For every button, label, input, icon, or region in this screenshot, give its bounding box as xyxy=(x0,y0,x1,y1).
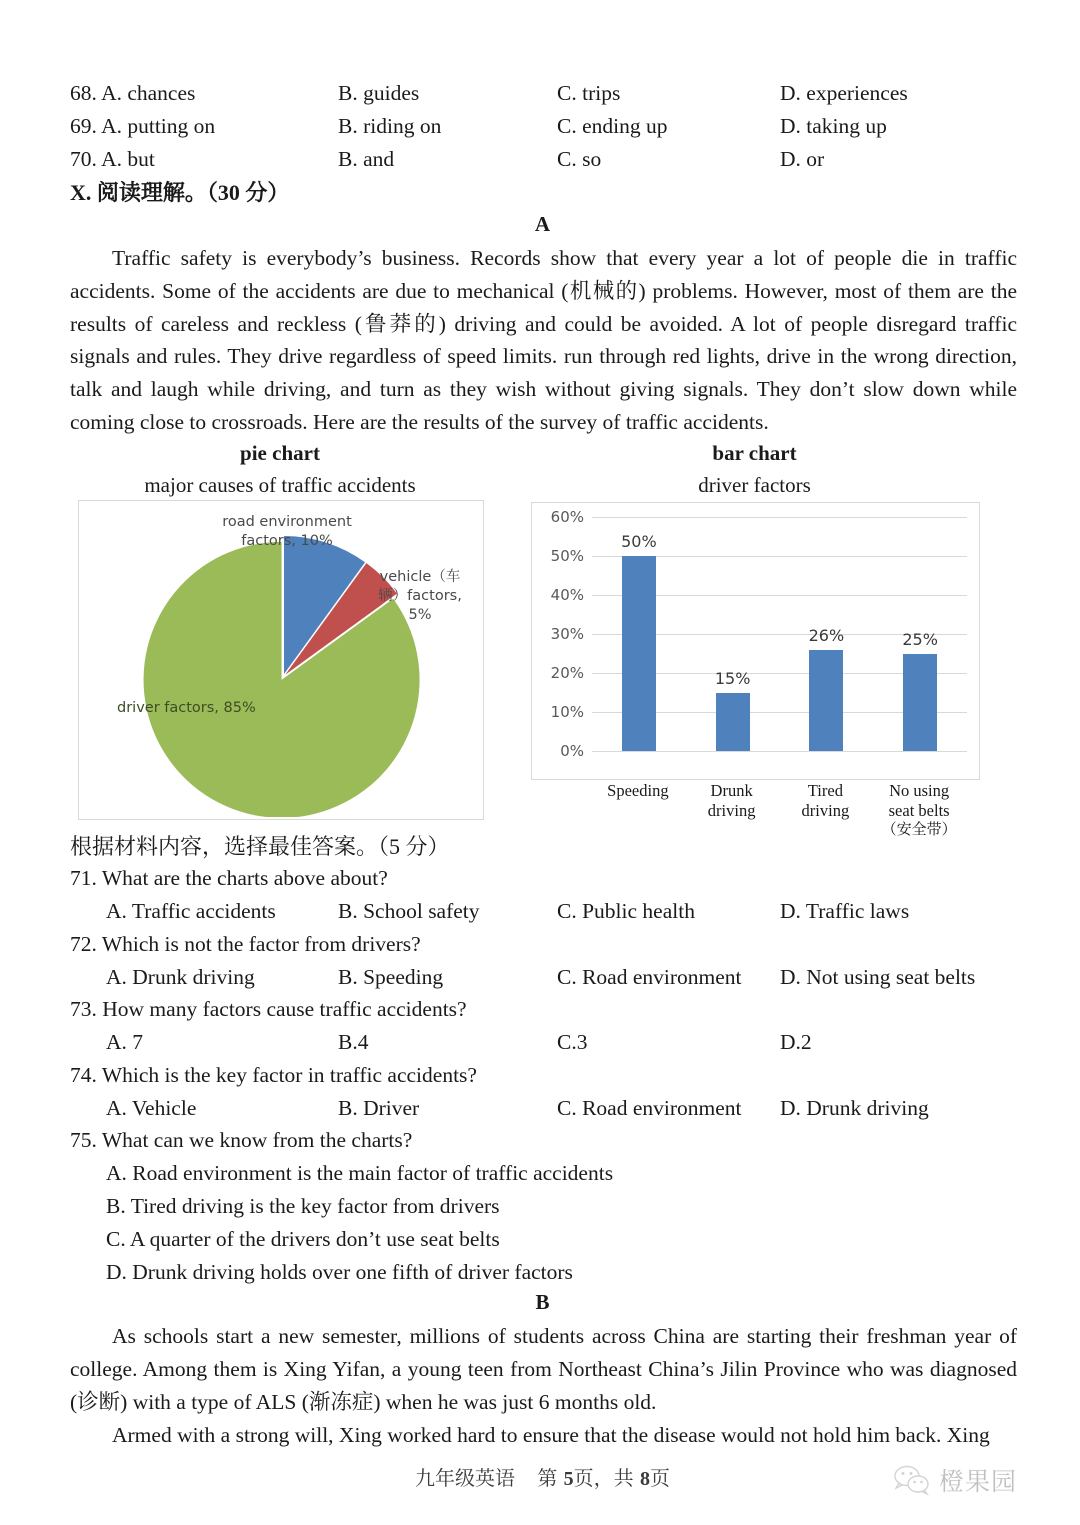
cloze-option-c: C. ending up xyxy=(557,114,668,138)
bar-y-tick-label: 40% xyxy=(550,586,584,604)
bar-y-tick-label: 60% xyxy=(550,508,584,526)
question-74-stem: 74. Which is the key factor in traffic accidents? xyxy=(70,1063,477,1087)
option-71-b[interactable]: B. School safety xyxy=(338,899,480,923)
question-72-options xyxy=(70,965,1015,995)
option-74-a[interactable]: A. Vehicle xyxy=(106,1096,197,1120)
option-71-c[interactable]: C. Public health xyxy=(557,899,695,923)
option-74-c[interactable]: C. Road environment xyxy=(557,1096,742,1120)
cloze-row-68 xyxy=(70,78,1015,108)
footer-subject: 九年级英语 xyxy=(414,1466,515,1490)
bar-gridline xyxy=(592,517,967,518)
footer-page-suffix: 页 xyxy=(650,1466,671,1490)
bar-value-label: 15% xyxy=(714,668,751,688)
option-71-d[interactable]: D. Traffic laws xyxy=(780,899,910,923)
pie-label-road-environment: road environment factors, 10% xyxy=(222,514,352,549)
bar-column xyxy=(903,654,937,752)
passage-b-letter: B xyxy=(535,1290,550,1314)
bar-gridline xyxy=(592,751,967,752)
cloze-option-b: B. riding on xyxy=(338,114,442,138)
option-75-c[interactable]: C. A quarter of the drivers don’t use seat belts xyxy=(106,1227,500,1251)
option-73-c[interactable]: C.3 xyxy=(557,1030,588,1054)
question-72-stem: 72. Which is not the factor from drivers? xyxy=(70,932,421,956)
option-73-b[interactable]: B.4 xyxy=(338,1030,369,1054)
cloze-option-a: 68. A. chances xyxy=(70,81,196,105)
question-75-stem: 75. What can we know from the charts? xyxy=(70,1128,413,1152)
bar-category-label: Speeding xyxy=(607,781,669,800)
bar-category-label: Drunk driving xyxy=(707,781,756,820)
bar-chart-title: bar chart xyxy=(712,441,797,465)
watermark xyxy=(893,1462,1017,1498)
option-74-b[interactable]: B. Driver xyxy=(338,1096,420,1120)
passage-a-text: Traffic safety is everybody’s business. Records show that every year a lot of people die in traffic accidents. Some of the accidents are due to mechanical (机械的) problems. However, most of them are the results of careless and reckless (鲁莽的) driving and could be avoided. A lot of people disregard traffic signals and rules. They drive regardless of speed limits. run through red lights, drive in the wrong direction, talk and laugh while driving, and turn as they wish without giving signals. They don’t slow down while coming close to crossroads. Here are the results of the survey of traffic accidents. xyxy=(70,246,1017,434)
cloze-option-b: B. and xyxy=(338,147,395,171)
bar-chart xyxy=(531,502,980,780)
option-75-b[interactable]: B. Tired driving is the key factor from drivers xyxy=(106,1194,500,1218)
bar-value-label: 25% xyxy=(902,629,938,649)
footer-page-prefix: 第 xyxy=(537,1466,558,1490)
wechat-icon xyxy=(893,1464,933,1496)
option-72-b[interactable]: B. Speeding xyxy=(338,965,444,989)
option-72-c[interactable]: C. Road environment xyxy=(557,965,742,989)
answer-instruction: 根据材料内容，选择最佳答案。（5 分） xyxy=(70,834,450,859)
cloze-option-a: 70. A. but xyxy=(70,147,155,171)
bar-y-tick-label: 20% xyxy=(550,664,584,682)
bar-chart-subtitle: driver factors xyxy=(698,473,811,497)
option-74-d[interactable]: D. Drunk driving xyxy=(780,1096,929,1120)
passage-a-letter: A xyxy=(534,212,551,236)
option-75-a[interactable]: A. Road environment is the main factor of traffic accidents xyxy=(106,1161,614,1185)
pie-chart-subtitle: major causes of traffic accidents xyxy=(144,473,416,497)
cloze-option-c: C. trips xyxy=(557,81,621,105)
bar-y-tick-label: 0% xyxy=(560,742,584,760)
footer-total-pages: 8 xyxy=(640,1468,651,1490)
cloze-option-d: D. taking up xyxy=(780,114,887,138)
pie-label-vehicle-factors: vehicle（车 辆）factors, 5% xyxy=(378,569,462,623)
bar-y-tick-label: 50% xyxy=(550,547,584,565)
cloze-option-d: D. or xyxy=(780,147,825,171)
option-73-d[interactable]: D.2 xyxy=(780,1030,812,1054)
question-71-stem: 71. What are the charts above about? xyxy=(70,866,388,890)
bar-y-tick-label: 10% xyxy=(550,703,584,721)
footer-page-mid: 页，共 xyxy=(573,1466,634,1490)
passage-b-para1: As schools start a new semester, millions of students across China are starting their freshman year of college. Among them is Xing Yifan, a young teen from Northeast China’s Jilin Province who was diagnosed (诊断) with a type of ALS (渐冻症) when he was just 6 months old. xyxy=(70,1324,1017,1414)
footer-page-number: 5 xyxy=(563,1468,574,1490)
option-72-a[interactable]: A. Drunk driving xyxy=(106,965,255,989)
bar-category-label: Tired driving xyxy=(801,781,850,820)
pie-label-driver-factors: driver factors, 85% xyxy=(117,700,256,716)
cloze-option-c: C. so xyxy=(557,147,602,171)
question-73-options xyxy=(70,1030,1015,1060)
page-footer xyxy=(70,1462,1015,1491)
bar-value-label: 26% xyxy=(808,625,845,645)
cloze-option-a: 69. A. putting on xyxy=(70,114,216,138)
cloze-option-b: B. guides xyxy=(338,81,420,105)
bar-column xyxy=(622,556,656,751)
cloze-row-70 xyxy=(70,144,1015,174)
passage-b-para2: Armed with a strong will, Xing worked hard to ensure that the disease would not hold him back. Xing xyxy=(112,1423,990,1447)
option-75-d[interactable]: D. Drunk driving holds over one fifth of driver factors xyxy=(106,1260,573,1284)
question-73-stem: 73. How many factors cause traffic accidents? xyxy=(70,997,467,1021)
bar-category-label: No using seat belts （安全带） xyxy=(881,781,957,838)
watermark-text: 橙果园 xyxy=(939,1467,1018,1496)
option-73-a[interactable]: A. 7 xyxy=(106,1030,144,1054)
bar-plot-area xyxy=(532,503,977,777)
question-74-options xyxy=(70,1096,1015,1126)
option-72-d[interactable]: D. Not using seat belts xyxy=(780,965,976,989)
bar-value-label: 50% xyxy=(621,532,657,551)
pie-chart-title: pie chart xyxy=(240,441,320,465)
option-71-a[interactable]: A. Traffic accidents xyxy=(106,899,276,923)
bar-column xyxy=(809,650,843,751)
bar-column xyxy=(716,693,750,752)
cloze-option-d: D. experiences xyxy=(780,81,908,105)
section-heading-reading: X. 阅读理解。（30 分） xyxy=(70,180,290,205)
bar-y-tick-label: 30% xyxy=(550,625,584,643)
question-71-options xyxy=(70,899,1015,929)
pie-chart xyxy=(78,500,484,820)
cloze-row-69 xyxy=(70,111,1015,141)
